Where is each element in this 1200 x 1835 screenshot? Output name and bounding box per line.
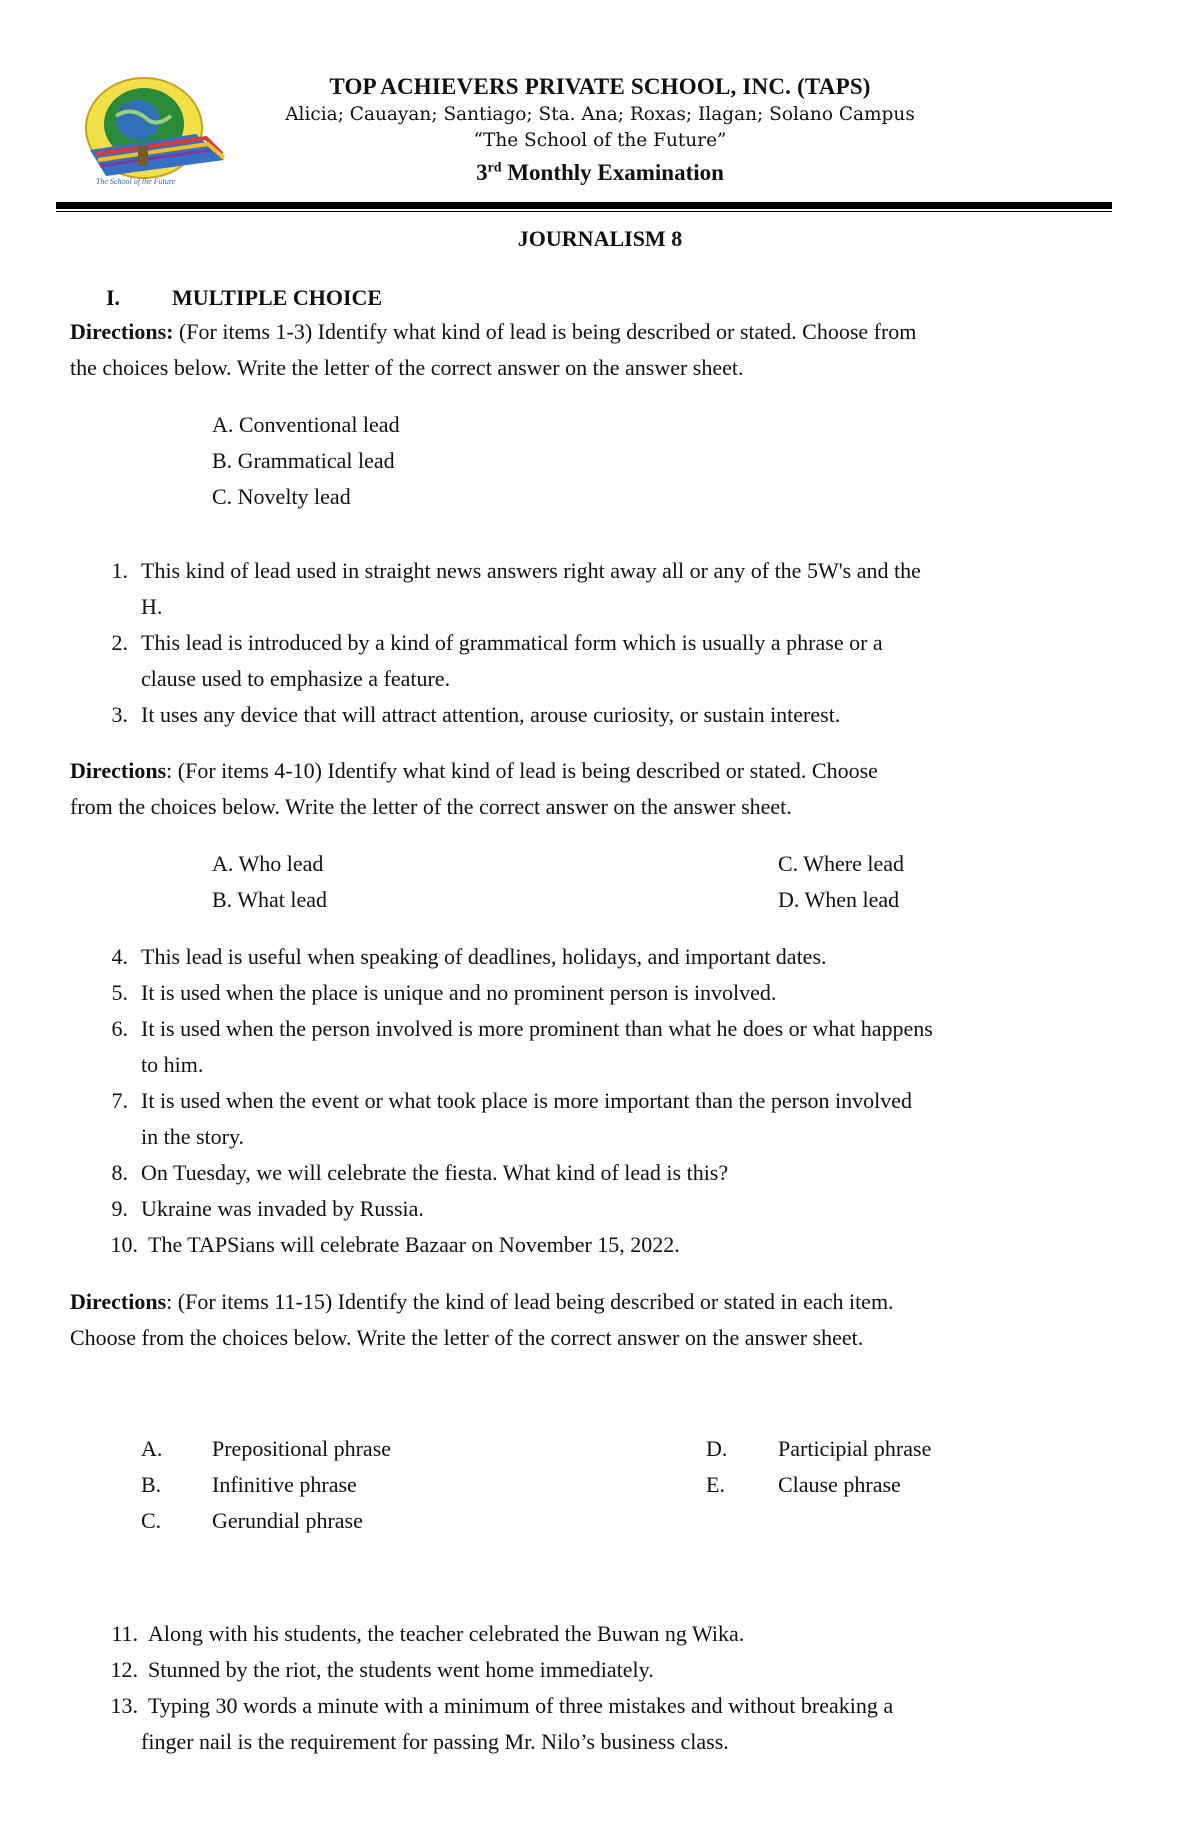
choice-letter: C. <box>141 1508 162 1533</box>
section-title: MULTIPLE CHOICE <box>172 285 383 310</box>
directions-1-line2: the choices below. Write the letter of the correct answer on the answer sheet. <box>70 355 744 380</box>
item-number: 10. <box>110 1232 138 1257</box>
question-item: This lead is introduced by a kind of grammatical form which is usually a phrase or a <box>141 630 883 655</box>
question-item-cont: H. <box>141 594 163 619</box>
question-item: It is used when the event or what took place is more important than the person involved <box>141 1088 913 1113</box>
question-item: It uses any device that will attract attention, arouse curiosity, or sustain interest. <box>141 702 841 727</box>
directions-2-line2: from the choices below. Write the letter of the correct answer on the answer sheet. <box>70 794 792 819</box>
question-item-cont: clause used to emphasize a feature. <box>141 666 451 691</box>
item-number: 4. <box>111 944 128 969</box>
directions-3-line2: Choose from the choices below. Write the letter of the correct answer on the answer sheet. <box>70 1325 864 1350</box>
school-name: TOP ACHIEVERS PRIVATE SCHOOL, INC. (TAPS) <box>329 74 871 99</box>
header-rule <box>56 202 1112 209</box>
logo-caption: The School of the Future <box>96 177 176 186</box>
question-item-cont: to him. <box>141 1052 204 1077</box>
item-number: 1. <box>111 558 128 583</box>
directions-1: Directions: (For items 1-3) Identify what kind of lead is being described or stated. Choose from <box>70 319 917 344</box>
question-item: This lead is useful when speaking of deadlines, holidays, and important dates. <box>141 944 827 969</box>
item-number: 5. <box>111 980 128 1005</box>
item-number: 6. <box>111 1016 128 1041</box>
choice-item: Participial phrase <box>778 1436 932 1461</box>
choice-letter: E. <box>706 1472 725 1497</box>
choice-item: A. Who lead <box>212 851 324 876</box>
choice-item: Clause phrase <box>778 1472 901 1497</box>
question-item-cont: finger nail is the requirement for passing Mr. Nilo’s business class. <box>141 1729 729 1754</box>
subject-title: JOURNALISM 8 <box>517 226 683 251</box>
question-item: The TAPSians will celebrate Bazaar on November 15, 2022. <box>148 1232 680 1257</box>
choice-item: B. What lead <box>212 887 328 912</box>
header-rule-thin <box>56 211 1112 212</box>
choice-letter: D. <box>706 1436 728 1461</box>
question-item: On Tuesday, we will celebrate the fiesta. What kind of lead is this? <box>141 1160 729 1185</box>
item-number: 3. <box>111 702 128 727</box>
directions-3: Directions: (For items 11-15) Identify the kind of lead being described or stated in each item. <box>70 1289 894 1314</box>
question-item: It is used when the person involved is more prominent than what he does or what happens <box>141 1016 933 1041</box>
question-item: This kind of lead used in straight news answers right away all or any of the 5W's and the <box>141 558 921 583</box>
choice-letter: B. <box>141 1472 162 1497</box>
campus-list: Alicia; Cauayan; Santiago; Sta. Ana; Roxas; Ilagan; Solano Campus <box>285 104 915 125</box>
choice-letter: A. <box>141 1436 163 1461</box>
item-number: 8. <box>111 1160 128 1185</box>
question-item: It is used when the place is unique and no prominent person is involved. <box>141 980 777 1005</box>
choice-item: D. When lead <box>778 887 900 912</box>
item-number: 13. <box>110 1693 138 1718</box>
exam-title: 3rd Monthly Examination <box>476 160 724 185</box>
question-item: Stunned by the riot, the students went home immediately. <box>148 1657 654 1682</box>
choice-item: C. Novelty lead <box>212 484 351 509</box>
choice-item: C. Where lead <box>778 851 905 876</box>
question-item: Along with his students, the teacher celebrated the Buwan ng Wika. <box>148 1621 745 1646</box>
question-item: Typing 30 words a minute with a minimum of three mistakes and without breaking a <box>148 1693 894 1718</box>
school-motto: “The School of the Future” <box>473 130 727 151</box>
choice-item: Infinitive phrase <box>212 1472 357 1497</box>
directions-2: Directions: (For items 4-10) Identify what kind of lead is being described or stated. Choose <box>70 758 878 783</box>
choice-item: A. Conventional lead <box>212 412 400 437</box>
question-item-cont: in the story. <box>141 1124 245 1149</box>
section-numeral: I. <box>106 285 121 310</box>
choice-item: B. Grammatical lead <box>212 448 395 473</box>
choice-item: Gerundial phrase <box>212 1508 363 1533</box>
question-item: Ukraine was invaded by Russia. <box>141 1196 424 1221</box>
item-number: 11. <box>111 1621 138 1646</box>
item-number: 9. <box>111 1196 128 1221</box>
choice-item: Prepositional phrase <box>212 1436 392 1461</box>
item-number: 12. <box>110 1657 138 1682</box>
item-number: 7. <box>111 1088 128 1113</box>
item-number: 2. <box>111 630 128 655</box>
